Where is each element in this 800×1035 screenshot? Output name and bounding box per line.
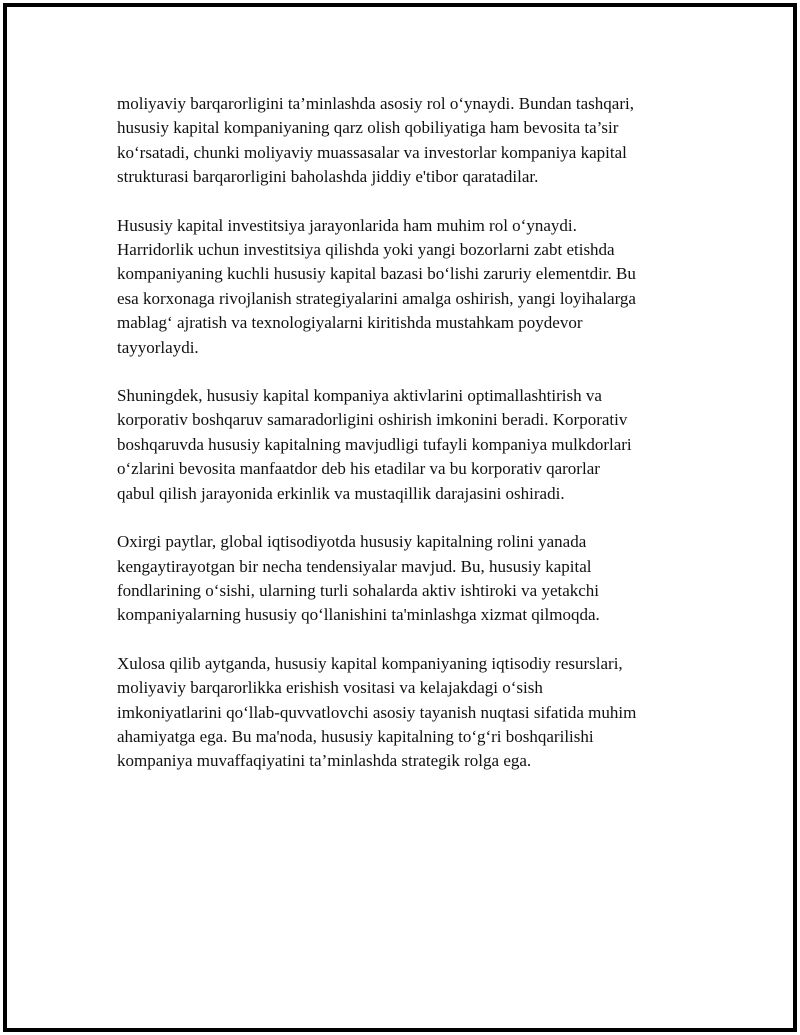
text-line: korporativ boshqaruv samaradorligini oshirish imkonini beradi. Korporativ <box>117 410 628 430</box>
text-line: ko‘rsatadi, chunki moliyaviy muassasalar va investorlar kompaniya kapital <box>117 142 627 162</box>
paragraph-2 <box>117 214 689 360</box>
text-line: kengaytirayotgan bir necha tendensiyalar mavjud. Bu, hususiy kapital <box>117 556 592 576</box>
text-line: Oxirgi paytlar, global iqtisodiyotda hususiy kapitalning rolini yanada <box>117 532 587 552</box>
text-line: kompaniyaning kuchli hususiy kapital bazasi bo‘lishi zaruriy elementdir. Bu <box>117 264 636 284</box>
text-line: kompaniya muvaffaqiyatini ta’minlashda strategik rolga ega. <box>117 751 532 771</box>
text-line: Shuningdek, hususiy kapital kompaniya aktivlarini optimallashtirish va <box>117 386 602 406</box>
paragraph-1 <box>117 92 689 190</box>
text-line: strukturasi barqarorligini baholashda jiddiy e'tibor qaratadilar. <box>117 167 539 187</box>
text-line: qabul qilish jarayonida erkinlik va mustaqillik darajasini oshiradi. <box>117 483 565 503</box>
text-line: ahamiyatga ega. Bu ma'noda, hususiy kapitalning to‘g‘ri boshqarilishi <box>117 726 594 746</box>
text-line: Harridorlik uchun investitsiya qilishda yoki yangi bozorlarni zabt etishda <box>117 240 615 260</box>
text-line: imkoniyatlarini qo‘llab-quvvatlovchi asosiy tayanish nuqtasi sifatida muhim <box>117 702 637 722</box>
text-line: moliyaviy barqarorligini ta’minlashda asosiy rol o‘ynaydi. Bundan tashqari, <box>117 94 634 113</box>
text-line: fondlarining o‘sishi, ularning turli sohalarda aktiv ishtiroki va yetakchi <box>117 580 600 600</box>
text-line: moliyaviy barqarorlikka erishish vositasi va kelajakdagi o‘sish <box>117 678 543 698</box>
paragraph-4 <box>117 530 689 628</box>
text-line: tayyorlaydi. <box>117 337 199 357</box>
text-line: kompaniyalarning hususiy qo‘llanishini ta'minlashga xizmat qilmoqda. <box>117 605 600 625</box>
text-line: Hususiy kapital investitsiya jarayonlarida ham muhim rol o‘ynaydi. <box>117 215 577 235</box>
paragraph-5 <box>117 652 689 774</box>
text-line: o‘zlarini bevosita manfaatdor deb his etadilar va bu korporativ qarorlar <box>117 459 600 479</box>
document-body <box>117 92 689 798</box>
text-line: boshqaruvda hususiy kapitalning mavjudligi tufayli kompaniya mulkdorlari <box>117 434 632 454</box>
text-line: hususiy kapital kompaniyaning qarz olish qobiliyatiga ham bevosita ta’sir <box>117 118 619 138</box>
text-line: Xulosa qilib aytganda, hususiy kapital kompaniyaning iqtisodiy resurslari, <box>117 653 623 673</box>
text-line: esa korxonaga rivojlanish strategiyalarini amalga oshirish, yangi loyihalarga <box>117 288 636 308</box>
paragraph-3 <box>117 384 689 506</box>
text-line: mablag‘ ajratish va texnologiyalarni kiritishda mustahkam poydevor <box>117 313 583 333</box>
